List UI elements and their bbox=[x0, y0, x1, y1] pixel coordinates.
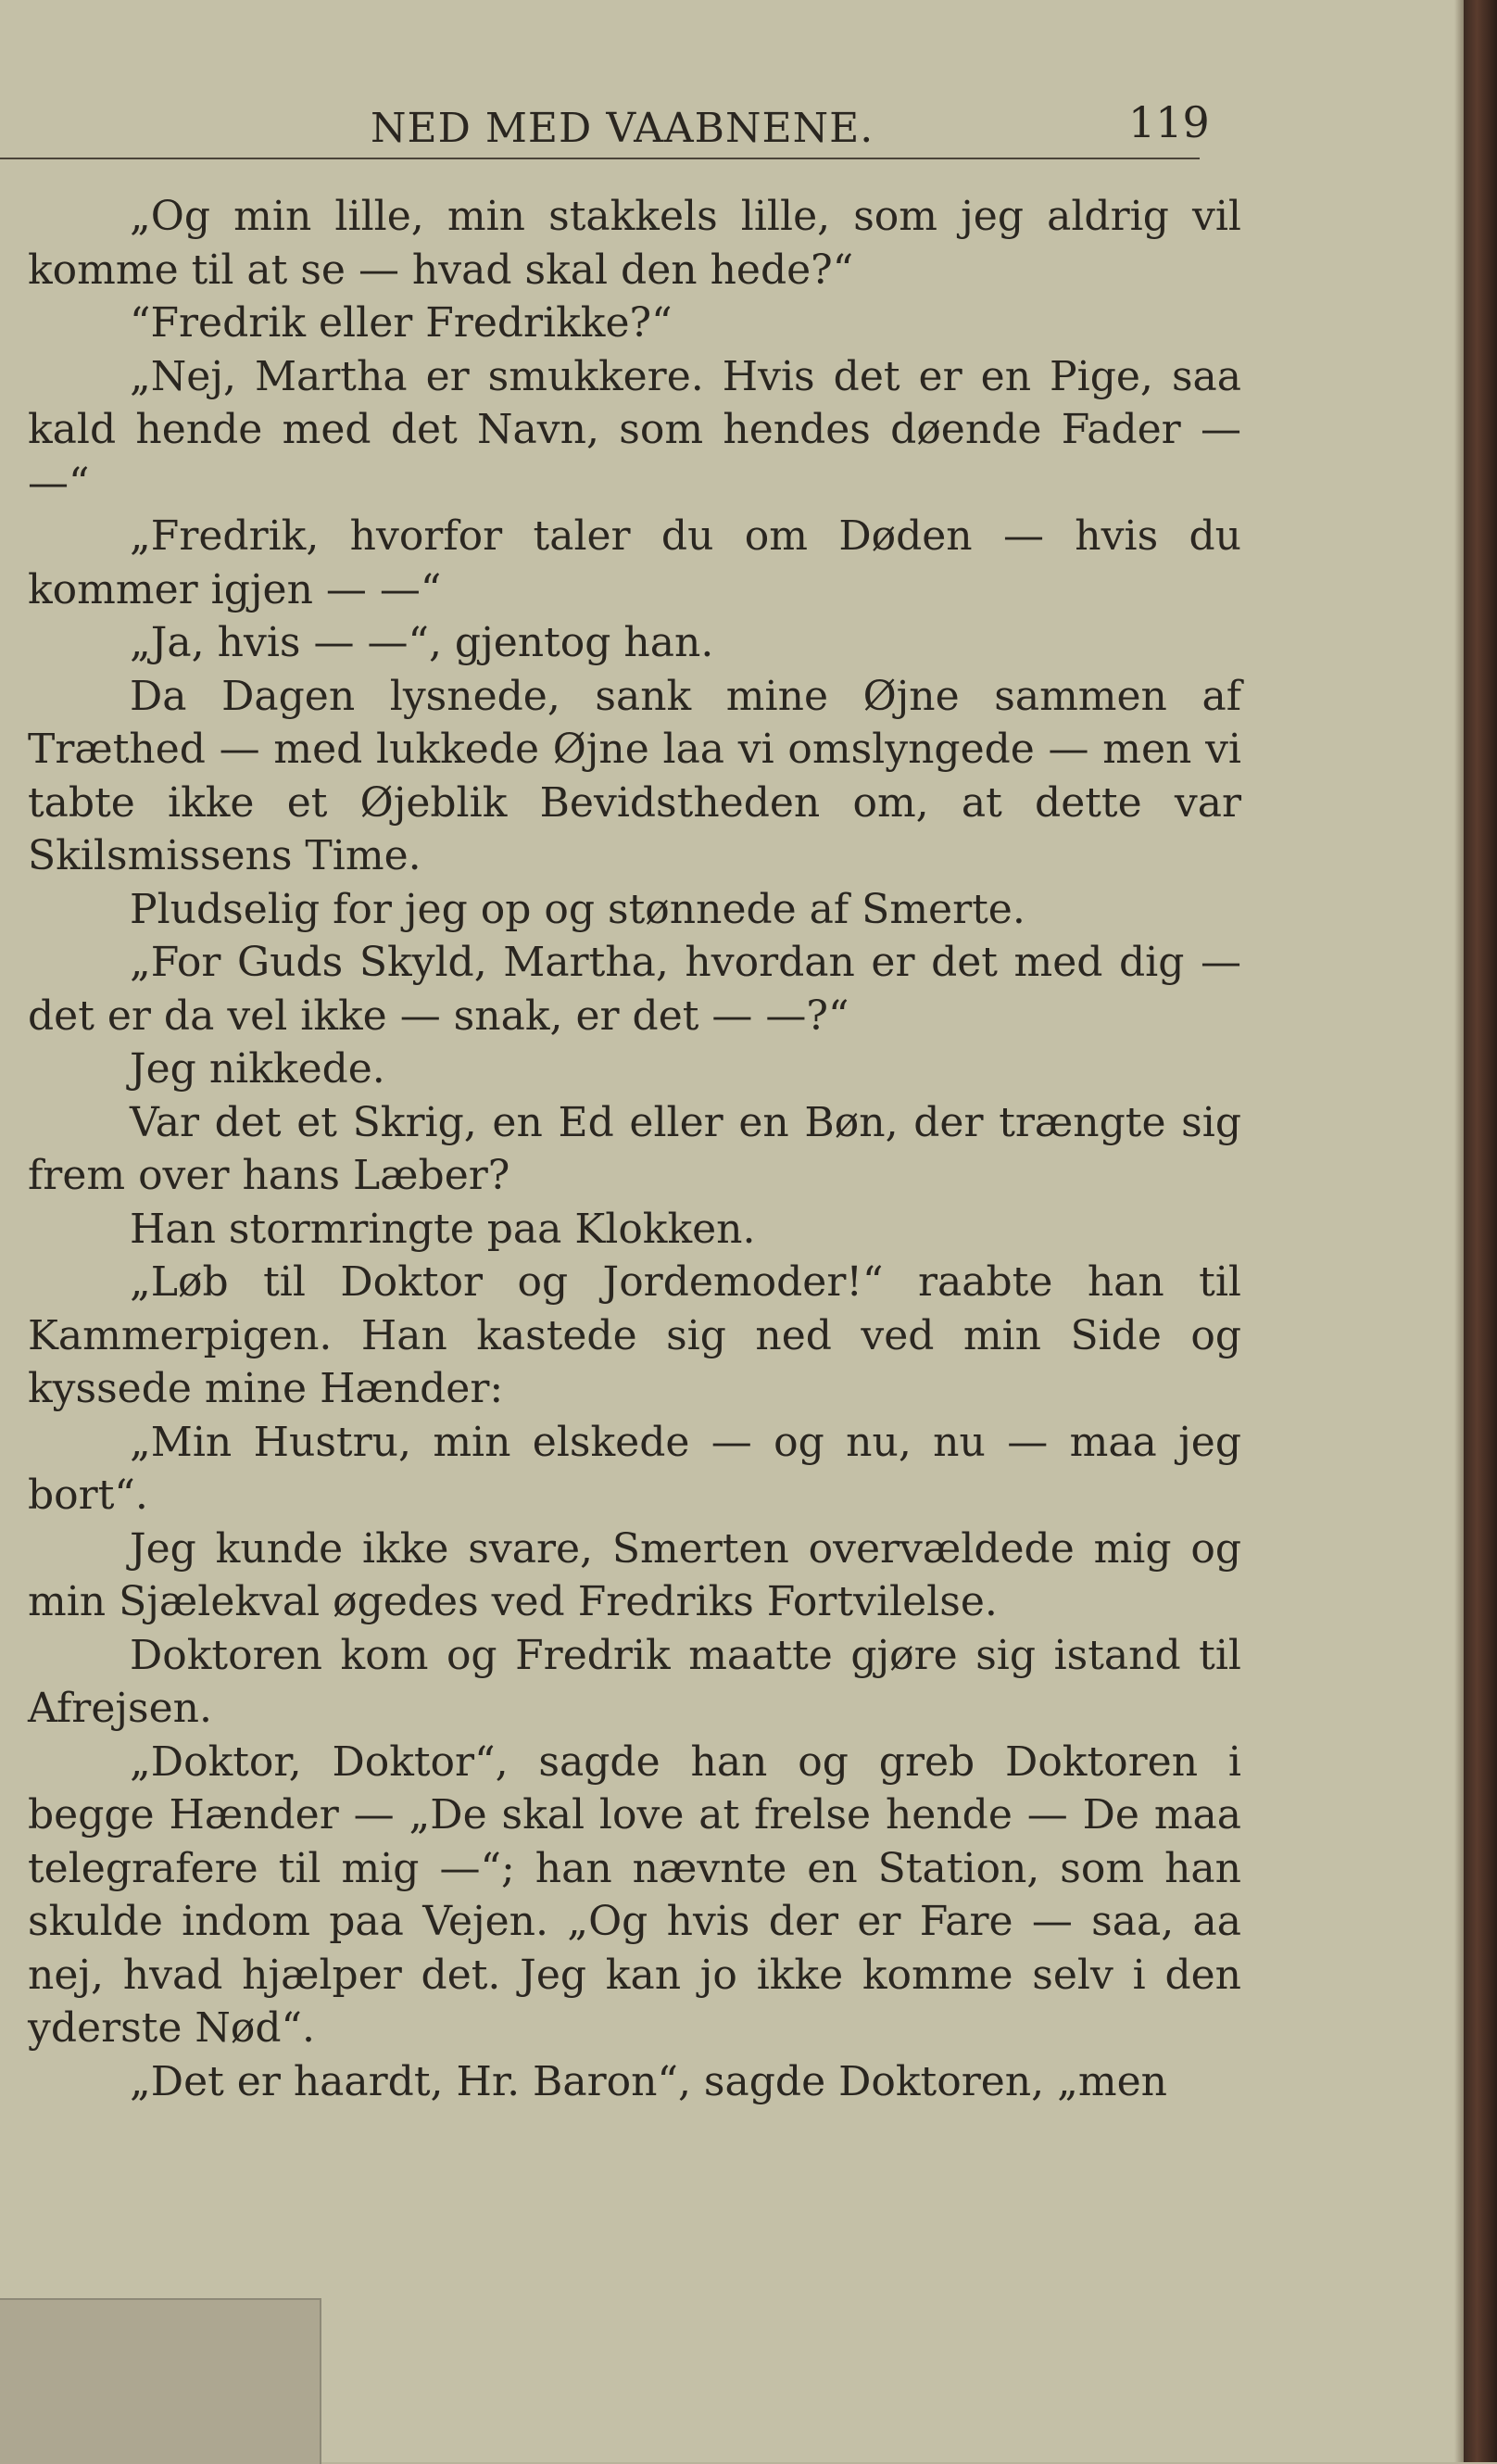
paragraph: „Det er haardt, Hr. Baron“, sagde Doktoren, „men bbox=[130, 2057, 1167, 2105]
paragraph: „Min Hustru, min elskede — og nu, nu — maa jeg bort“. bbox=[28, 1418, 1241, 1519]
paragraph: „Og min lille, min stakkels lille, som jeg aldrig vil komme til at se — hvad skal den hede?“ bbox=[28, 193, 1241, 294]
page-edge bbox=[1454, 0, 1464, 2462]
book-spine bbox=[1464, 0, 1497, 2462]
paragraph: Jeg kunde ikke svare, Smerten overvældede mig og min Sjælekval øgedes ved Fredriks Fortvilelse. bbox=[28, 1524, 1241, 1625]
body-text bbox=[28, 190, 1241, 2108]
paragraph: Jeg nikkede. bbox=[130, 1045, 385, 1093]
page-number: 119 bbox=[1128, 97, 1210, 147]
paragraph: „Doktor, Doktor“, sagde han og greb Doktoren i begge Hænder — „De skal love at frelse hende — De maa telegrafere til mig —“; han nævnte en Station, som han skulde indom paa Vejen. „Og hvis der er Fare — saa, aa nej, hvad hjælper det. Jeg kan jo ikke komme selv i den yderste Nød“. bbox=[28, 1737, 1241, 2052]
paragraph: „Nej, Martha er smukkere. Hvis det er en Pige, saa kald hende med det Navn, som hendes døende Fader — —“ bbox=[28, 352, 1241, 507]
page-header bbox=[0, 88, 1210, 162]
paragraph: „Løb til Doktor og Jordemoder!“ raabte han til Kammerpigen. Han kastede sig ned ved min Side og kyssede mine Hænder: bbox=[28, 1258, 1241, 1412]
paragraph: “Fredrik eller Fredrikke?“ bbox=[130, 299, 673, 347]
paragraph: Var det et Skrig, en Ed eller en Bøn, der trængte sig frem over hans Læber? bbox=[28, 1098, 1241, 1199]
paragraph: Pludselig for jeg op og stønnede af Smerte. bbox=[130, 885, 1025, 933]
paragraph: Han stormringte paa Klokken. bbox=[130, 1205, 756, 1253]
paragraph: „For Guds Skyld, Martha, hvordan er det med dig — det er da vel ikke — snak, er det — —?“ bbox=[28, 939, 1241, 1040]
paper-stain bbox=[0, 2298, 321, 2464]
running-title: NED MED VAABNENE. bbox=[371, 105, 874, 152]
paragraph: Doktoren kom og Fredrik maatte gjøre sig istand til Afrejsen. bbox=[28, 1631, 1241, 1732]
paragraph: Da Dagen lysnede, sank mine Øjne sammen af Træthed — med lukkede Øjne laa vi omslyngede — men vi tabte ikke et Øjeblik Bevidstheden om, at dette var Skilsmissens Time. bbox=[28, 672, 1241, 879]
paragraph: „Ja, hvis — —“, gjentog han. bbox=[130, 619, 714, 666]
header-rule bbox=[0, 158, 1200, 159]
paragraph: „Fredrik, hvorfor taler du om Døden — hvis du kommer igjen — —“ bbox=[28, 512, 1241, 613]
